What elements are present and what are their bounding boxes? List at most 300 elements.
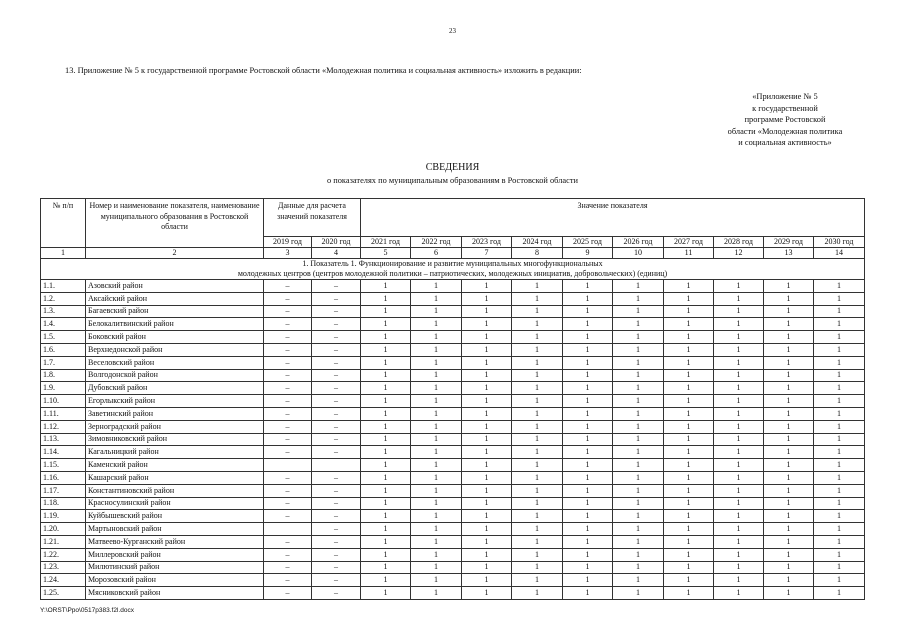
indicator-value: 1 [664, 548, 714, 561]
year-header: 2019 год [264, 237, 312, 248]
value-2020: – [312, 446, 361, 459]
row-number: 1.7. [41, 356, 86, 369]
indicator-value: 1 [411, 407, 462, 420]
indicator-value: 1 [361, 420, 411, 433]
indicator-value: 1 [714, 369, 764, 382]
indicator-value: 1 [714, 343, 764, 356]
indicator-value: 1 [664, 305, 714, 318]
indicator-value: 1 [714, 331, 764, 344]
annex-line: и социальная активность» [738, 138, 832, 148]
value-2019: – [264, 484, 312, 497]
indicator-value: 1 [664, 420, 714, 433]
annex-line: программе Ростовской [744, 115, 826, 125]
indicator-value: 1 [361, 446, 411, 459]
indicator-value: 1 [512, 292, 563, 305]
indicator-value: 1 [714, 382, 764, 395]
value-2020: – [312, 484, 361, 497]
column-number: 9 [563, 248, 613, 259]
district-name: Боковский район [86, 331, 264, 344]
value-2020: – [312, 561, 361, 574]
indicator-value: 1 [411, 420, 462, 433]
indicator-value: 1 [512, 395, 563, 408]
indicator-value: 1 [714, 523, 764, 536]
value-2020: – [312, 382, 361, 395]
row-number: 1.10. [41, 395, 86, 408]
indicator-value: 1 [613, 587, 664, 600]
table-row [41, 382, 865, 395]
value-2019: – [264, 420, 312, 433]
indicator-value: 1 [664, 280, 714, 293]
indicator-value: 1 [512, 459, 563, 472]
value-2019 [264, 459, 312, 472]
indicator-value: 1 [462, 343, 512, 356]
indicator-value: 1 [512, 471, 563, 484]
value-2019: – [264, 548, 312, 561]
indicator-value: 1 [664, 574, 714, 587]
indicator-value: 1 [613, 510, 664, 523]
indicator-value: 1 [613, 318, 664, 331]
value-2020: – [312, 369, 361, 382]
column-number: 3 [264, 248, 312, 259]
file-path-footer: Y:\ORST\Ppo\0517p383.f2l.docx [40, 607, 134, 614]
indicator-value: 1 [613, 292, 664, 305]
row-number: 1.20. [41, 523, 86, 536]
indicator-value: 1 [361, 510, 411, 523]
indicator-value: 1 [613, 484, 664, 497]
column-number: 14 [814, 248, 865, 259]
indicator-value: 1 [664, 382, 714, 395]
table-row [41, 471, 865, 484]
value-2019: – [264, 510, 312, 523]
table-row [41, 523, 865, 536]
value-2020: – [312, 433, 361, 446]
indicator-value: 1 [613, 548, 664, 561]
indicator-value: 1 [361, 497, 411, 510]
indicator-value: 1 [764, 497, 814, 510]
indicator-value: 1 [563, 459, 613, 472]
indicator-value: 1 [814, 535, 865, 548]
row-number: 1.5. [41, 331, 86, 344]
indicator-value: 1 [411, 433, 462, 446]
column-number: 7 [462, 248, 512, 259]
indicator-value: 1 [613, 369, 664, 382]
table-row [41, 331, 865, 344]
indicator-value: 1 [512, 497, 563, 510]
indicator-value: 1 [664, 343, 714, 356]
indicator-value: 1 [714, 535, 764, 548]
indicator-value: 1 [664, 395, 714, 408]
table-row [41, 574, 865, 587]
table-row [41, 484, 865, 497]
indicator-value: 1 [563, 510, 613, 523]
indicator-value: 1 [462, 318, 512, 331]
indicator-value: 1 [512, 343, 563, 356]
indicator-value: 1 [462, 446, 512, 459]
indicator-value: 1 [512, 305, 563, 318]
table-row [41, 587, 865, 600]
indicator-value: 1 [613, 497, 664, 510]
value-2019 [264, 523, 312, 536]
indicator-value: 1 [411, 369, 462, 382]
table-row [41, 305, 865, 318]
indicator-value: 1 [814, 446, 865, 459]
value-2020: – [312, 523, 361, 536]
value-2019: – [264, 292, 312, 305]
indicator-value: 1 [361, 535, 411, 548]
table-row [41, 561, 865, 574]
district-name: Матвеево-Курганский район [86, 535, 264, 548]
row-number: 1.6. [41, 343, 86, 356]
indicator-value: 1 [462, 395, 512, 408]
indicator-value: 1 [664, 587, 714, 600]
annex-line: «Приложение № 5 [752, 92, 818, 101]
indicator-value: 1 [764, 356, 814, 369]
indicator-value: 1 [814, 318, 865, 331]
indicator-value: 1 [714, 305, 764, 318]
table-row [41, 446, 865, 459]
value-2020: – [312, 587, 361, 600]
row-number: 1.14. [41, 446, 86, 459]
header-num: № п/п [41, 199, 86, 248]
indicator-value: 1 [462, 523, 512, 536]
indicator-value: 1 [361, 318, 411, 331]
indicator-value: 1 [714, 548, 764, 561]
value-2020: – [312, 548, 361, 561]
district-name: Милютинский район [86, 561, 264, 574]
table-row [41, 433, 865, 446]
table-row [41, 407, 865, 420]
indicator-value: 1 [411, 292, 462, 305]
indicator-value: 1 [411, 382, 462, 395]
year-header: 2030 год [814, 237, 865, 248]
indicator-value: 1 [411, 395, 462, 408]
row-number: 1.23. [41, 561, 86, 574]
year-header: 2020 год [312, 237, 361, 248]
table-row [41, 292, 865, 305]
district-name: Багаевский район [86, 305, 264, 318]
indicator-value: 1 [664, 497, 714, 510]
indicator-value: 1 [714, 484, 764, 497]
indicator-value: 1 [411, 587, 462, 600]
indicator-value: 1 [814, 280, 865, 293]
year-header: 2024 год [512, 237, 563, 248]
indicator-value: 1 [361, 548, 411, 561]
indicator-value: 1 [563, 484, 613, 497]
district-name: Каменский район [86, 459, 264, 472]
indicator-value: 1 [714, 395, 764, 408]
value-2019: – [264, 407, 312, 420]
indicator-value: 1 [462, 561, 512, 574]
table-row [41, 510, 865, 523]
column-number: 4 [312, 248, 361, 259]
row-number: 1.12. [41, 420, 86, 433]
indicator-value: 1 [613, 280, 664, 293]
table-row [41, 369, 865, 382]
header-values: Значение показателя [361, 199, 865, 237]
district-name: Аксайский район [86, 292, 264, 305]
indicator-value: 1 [462, 420, 512, 433]
indicator-value: 1 [664, 484, 714, 497]
indicator-value: 1 [764, 484, 814, 497]
column-number: 8 [512, 248, 563, 259]
indicator-value: 1 [411, 318, 462, 331]
value-2019: – [264, 395, 312, 408]
value-2019: – [264, 369, 312, 382]
indicator-value: 1 [814, 382, 865, 395]
indicator-value: 1 [664, 433, 714, 446]
indicator-value: 1 [462, 574, 512, 587]
indicator-value: 1 [563, 407, 613, 420]
column-number: 2 [86, 248, 264, 259]
indicator-value: 1 [462, 484, 512, 497]
district-name: Верхнедонской район [86, 343, 264, 356]
indicator-value: 1 [563, 433, 613, 446]
value-2019: – [264, 318, 312, 331]
year-header: 2027 год [664, 237, 714, 248]
value-2020: – [312, 356, 361, 369]
indicator-value: 1 [411, 280, 462, 293]
value-2020: – [312, 497, 361, 510]
indicator-value: 1 [563, 382, 613, 395]
indicator-value: 1 [411, 497, 462, 510]
section-line-2: молодежных центров (центров молодежной политики – патриотических, молодежных инициатив, добровольческих) (единиц) [237, 269, 668, 278]
value-2019: – [264, 446, 312, 459]
year-header: 2028 год [714, 237, 764, 248]
indicator-value: 1 [814, 343, 865, 356]
district-name: Заветинский район [86, 407, 264, 420]
indicator-value: 1 [462, 535, 512, 548]
district-name: Куйбышевский район [86, 510, 264, 523]
indicator-value: 1 [361, 574, 411, 587]
column-number: 10 [613, 248, 664, 259]
district-name: Мясниковский район [86, 587, 264, 600]
indicator-value: 1 [714, 356, 764, 369]
annex-heading [690, 91, 880, 149]
annex-line: к государственной [752, 103, 818, 113]
indicator-value: 1 [512, 356, 563, 369]
year-header: 2022 год [411, 237, 462, 248]
row-number: 1.2. [41, 292, 86, 305]
indicator-value: 1 [613, 561, 664, 574]
annex-line: области «Молодежная политика [727, 126, 843, 136]
indicator-value: 1 [814, 561, 865, 574]
indicator-value: 1 [512, 382, 563, 395]
indicator-value: 1 [512, 407, 563, 420]
indicator-value: 1 [664, 446, 714, 459]
indicator-value: 1 [814, 407, 865, 420]
indicator-value: 1 [462, 305, 512, 318]
indicator-value: 1 [714, 446, 764, 459]
table-row [41, 280, 865, 293]
indicator-value: 1 [664, 510, 714, 523]
value-2019: – [264, 497, 312, 510]
indicator-value: 1 [613, 395, 664, 408]
value-2020: – [312, 343, 361, 356]
indicator-value: 1 [563, 369, 613, 382]
indicator-value: 1 [613, 407, 664, 420]
value-2019: – [264, 587, 312, 600]
column-number: 12 [714, 248, 764, 259]
table-row [41, 535, 865, 548]
district-name: Кагальницкий район [86, 446, 264, 459]
indicator-value: 1 [411, 510, 462, 523]
indicator-value: 1 [462, 510, 512, 523]
indicator-value: 1 [361, 587, 411, 600]
indicator-value: 1 [411, 561, 462, 574]
indicator-value: 1 [411, 535, 462, 548]
value-2019: – [264, 343, 312, 356]
district-name: Дубовский район [86, 382, 264, 395]
indicator-value: 1 [411, 356, 462, 369]
indicator-value: 1 [411, 305, 462, 318]
indicator-value: 1 [714, 433, 764, 446]
indicator-value: 1 [613, 459, 664, 472]
indicator-value: 1 [563, 395, 613, 408]
value-2020: – [312, 331, 361, 344]
indicator-value: 1 [814, 523, 865, 536]
indicator-value: 1 [512, 369, 563, 382]
indicator-value: 1 [613, 574, 664, 587]
indicator-value: 1 [764, 280, 814, 293]
indicator-value: 1 [462, 369, 512, 382]
column-number: 13 [764, 248, 814, 259]
indicator-value: 1 [814, 548, 865, 561]
indicator-value: 1 [361, 369, 411, 382]
indicator-value: 1 [814, 574, 865, 587]
indicator-value: 1 [714, 497, 764, 510]
indicator-value: 1 [512, 587, 563, 600]
value-2019: – [264, 331, 312, 344]
row-number: 1.4. [41, 318, 86, 331]
section-line-1: 1. Показатель 1. Функционирование и развитие муниципальных многофункциональных [302, 259, 603, 268]
indicator-value: 1 [814, 331, 865, 344]
district-name: Волгодонской район [86, 369, 264, 382]
district-name: Белокалитвинский район [86, 318, 264, 331]
value-2020: – [312, 280, 361, 293]
indicator-value: 1 [714, 574, 764, 587]
indicator-value: 1 [714, 318, 764, 331]
indicator-value: 1 [512, 574, 563, 587]
district-name: Веселовский район [86, 356, 264, 369]
indicator-value: 1 [361, 382, 411, 395]
indicator-value: 1 [764, 587, 814, 600]
value-2020: – [312, 292, 361, 305]
indicator-value: 1 [411, 343, 462, 356]
page-number: 23 [449, 27, 456, 35]
indicator-value: 1 [764, 343, 814, 356]
indicator-value: 1 [664, 407, 714, 420]
indicator-value: 1 [361, 523, 411, 536]
indicator-value: 1 [563, 587, 613, 600]
indicator-value: 1 [563, 280, 613, 293]
value-2020: – [312, 510, 361, 523]
table-row [41, 395, 865, 408]
indicator-value: 1 [563, 446, 613, 459]
indicator-value: 1 [814, 587, 865, 600]
district-name: Мартыновский район [86, 523, 264, 536]
table-row [41, 420, 865, 433]
indicator-value: 1 [563, 548, 613, 561]
indicator-value: 1 [714, 561, 764, 574]
column-number: 1 [41, 248, 86, 259]
indicator-value: 1 [814, 484, 865, 497]
indicator-value: 1 [714, 587, 764, 600]
value-2020: – [312, 574, 361, 587]
indicator-value: 1 [664, 471, 714, 484]
indicator-value: 1 [512, 561, 563, 574]
value-2020: – [312, 471, 361, 484]
indicator-value: 1 [714, 407, 764, 420]
indicator-value: 1 [411, 574, 462, 587]
district-name: Егорлыкский район [86, 395, 264, 408]
value-2020: – [312, 420, 361, 433]
row-number: 1.19. [41, 510, 86, 523]
row-number: 1.25. [41, 587, 86, 600]
indicator-value: 1 [613, 471, 664, 484]
indicator-value: 1 [361, 561, 411, 574]
indicator-value: 1 [512, 446, 563, 459]
indicator-value: 1 [361, 459, 411, 472]
column-numbers-row [41, 248, 865, 259]
district-name: Кашарский район [86, 471, 264, 484]
indicator-value: 1 [563, 292, 613, 305]
row-number: 1.9. [41, 382, 86, 395]
indicator-value: 1 [411, 523, 462, 536]
indicator-value: 1 [361, 395, 411, 408]
indicator-value: 1 [714, 510, 764, 523]
indicator-value: 1 [764, 535, 814, 548]
row-number: 1.8. [41, 369, 86, 382]
indicator-value: 1 [361, 407, 411, 420]
value-2020 [312, 459, 361, 472]
value-2019: – [264, 280, 312, 293]
indicator-value: 1 [462, 407, 512, 420]
indicator-value: 1 [512, 420, 563, 433]
year-header: 2023 год [462, 237, 512, 248]
indicator-value: 1 [411, 484, 462, 497]
indicator-value: 1 [764, 433, 814, 446]
row-number: 1.3. [41, 305, 86, 318]
indicator-value: 1 [512, 510, 563, 523]
indicator-value: 1 [714, 280, 764, 293]
value-2019: – [264, 382, 312, 395]
indicator-value: 1 [764, 382, 814, 395]
indicator-value: 1 [613, 523, 664, 536]
row-number: 1.15. [41, 459, 86, 472]
indicator-value: 1 [613, 343, 664, 356]
indicator-value: 1 [411, 331, 462, 344]
row-number: 1.17. [41, 484, 86, 497]
year-header: 2029 год [764, 237, 814, 248]
indicator-value: 1 [563, 356, 613, 369]
indicator-value: 1 [512, 280, 563, 293]
indicator-value: 1 [411, 471, 462, 484]
district-name: Зерноградский район [86, 420, 264, 433]
indicator-value: 1 [462, 471, 512, 484]
indicator-value: 1 [814, 510, 865, 523]
indicator-value: 1 [714, 471, 764, 484]
table-row [41, 356, 865, 369]
year-header: 2026 год [613, 237, 664, 248]
indicator-value: 1 [814, 497, 865, 510]
indicator-value: 1 [764, 510, 814, 523]
row-number: 1.21. [41, 535, 86, 548]
table-row [41, 318, 865, 331]
column-number: 11 [664, 248, 714, 259]
indicator-value: 1 [764, 420, 814, 433]
year-header: 2025 год [563, 237, 613, 248]
indicator-value: 1 [714, 292, 764, 305]
